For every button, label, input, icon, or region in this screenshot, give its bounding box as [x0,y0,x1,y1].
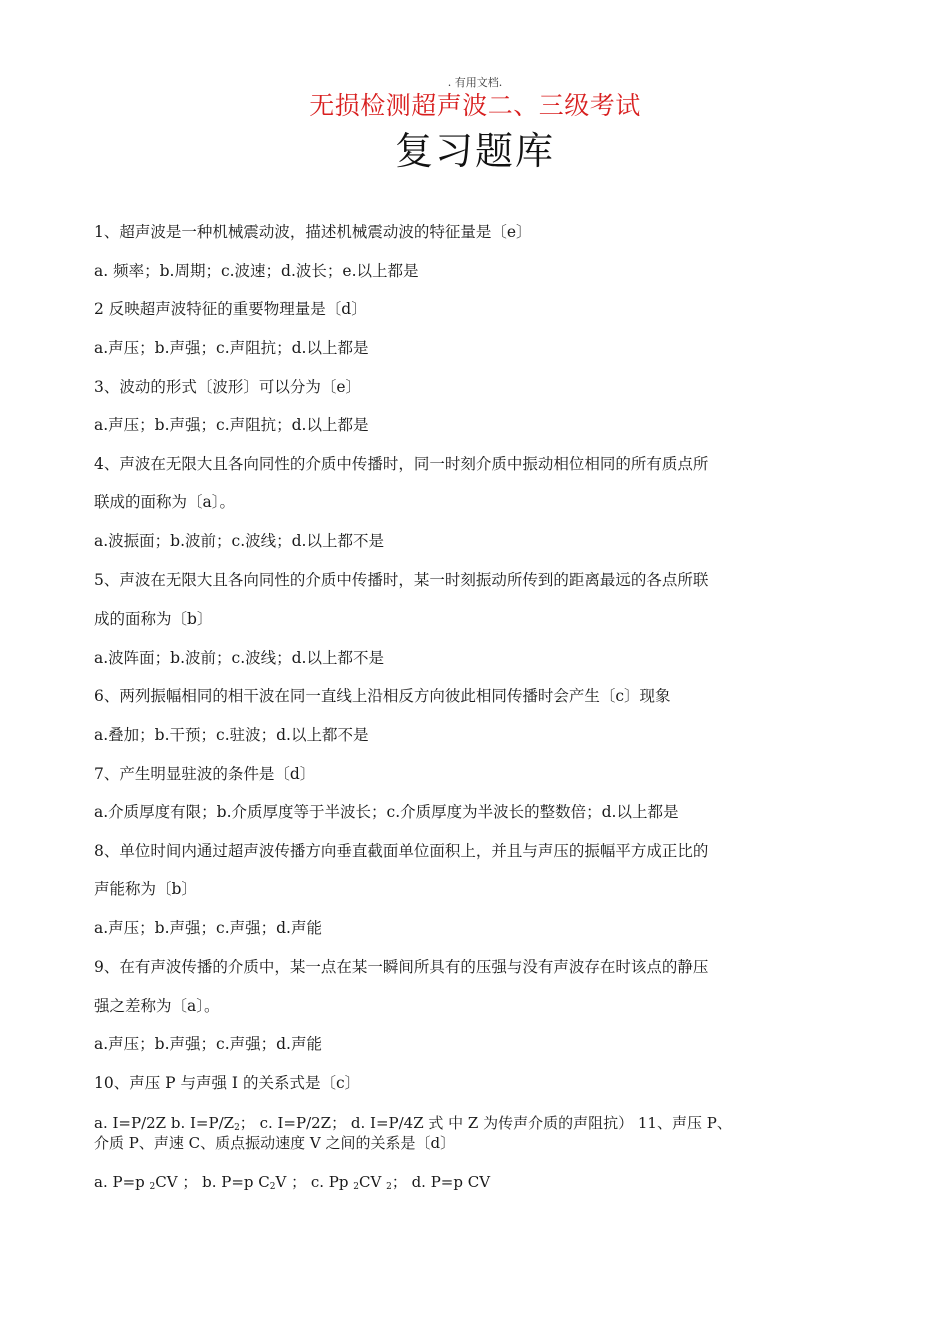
answer-options-1: a. 频率；b.周期；c.波速；d.波长；e.以上都是 [94,262,419,280]
answer-options-5: a.波阵面；b.波前；c.波线；d.以上都不是 [94,649,384,667]
question-5-line-2: 成的面称为〔b〕 [94,610,213,628]
question-4-line-1: 4、声波在无限大且各向同性的介质中传播时，同一时刻介质中振动相位相同的所有质点所 [94,455,709,473]
question-8-line-1: 8、单位时间内通过超声波传播方向垂直截面单位面积上，并且与声压的振幅平方成正比的 [94,842,709,860]
header-note: . 有用文档. [447,76,503,89]
answer-options-11: a. P=p $_2$CV ； b. P=p $C_2V$ ； c. Pp $_2$CV $_2$； d. P=p CV [94,1173,491,1192]
answer-options-2: a.声压；b.声强；c.声阻抗；d.以上都是 [94,339,369,357]
question-9-line-1: 9、在有声波传播的介质中，某一点在某一瞬间所具有的压强与没有声波存在时该点的静压 [94,958,709,976]
answer-options-3: a.声压；b.声强；c.声阻抗；d.以上都是 [94,416,369,434]
answer-options-6: a.叠加；b.干预；c.驻波；d.以上都不是 [94,726,369,744]
question-4-line-2: 联成的面称为〔a〕。 [94,493,235,511]
document-title: 无损检测超声波二、三级考试 [309,91,641,120]
answer-options-7: a.介质厚度有限；b.介质厚度等于半波长；c.介质厚度为半波长的整数倍；d.以上都是 [94,803,679,821]
question-10: 10、声压 P 与声强 I 的关系式是〔c〕 [94,1074,361,1092]
question-2: 2 反映超声波特征的重要物理量是〔d〕 [94,300,367,318]
question-8-line-2: 声能称为〔b〕 [94,880,197,898]
answer-options-10: a. I=P/2Z b. $I=P/Z_2$； c. I=P/2Z； d. I=P/4Z 式 中 Z 为传声介质的声阻抗） 11、声压 P、 [94,1114,732,1133]
document-subtitle: 复习题库 [394,129,555,173]
question-7: 7、产生明显驻波的条件是〔d〕 [94,765,316,783]
answer-options-8: a.声压；b.声强；c.声强；d.声能 [94,919,322,937]
question-9-line-2: 强之差称为〔a〕。 [94,997,220,1015]
question-1: 1、超声波是一种机械震动波，描述机械震动波的特征量是〔e〕 [94,223,532,241]
question-6: 6、两列振幅相同的相干波在同一直线上沿相反方向彼此相同传播时会产生〔c〕现象 [94,687,671,705]
question-11: 介质 P、声速 C、质点振动速度 V 之间的关系是〔d〕 [94,1134,456,1152]
answer-options-4: a.波振面；b.波前；c.波线；d.以上都不是 [94,532,384,550]
question-5-line-1: 5、声波在无限大且各向同性的介质中传播时，某一时刻振动所传到的距离最远的各点所联 [94,571,709,589]
question-3: 3、波动的形式〔波形〕可以分为〔e〕 [94,378,362,396]
answer-options-9: a.声压；b.声强；c.声强；d.声能 [94,1035,322,1053]
